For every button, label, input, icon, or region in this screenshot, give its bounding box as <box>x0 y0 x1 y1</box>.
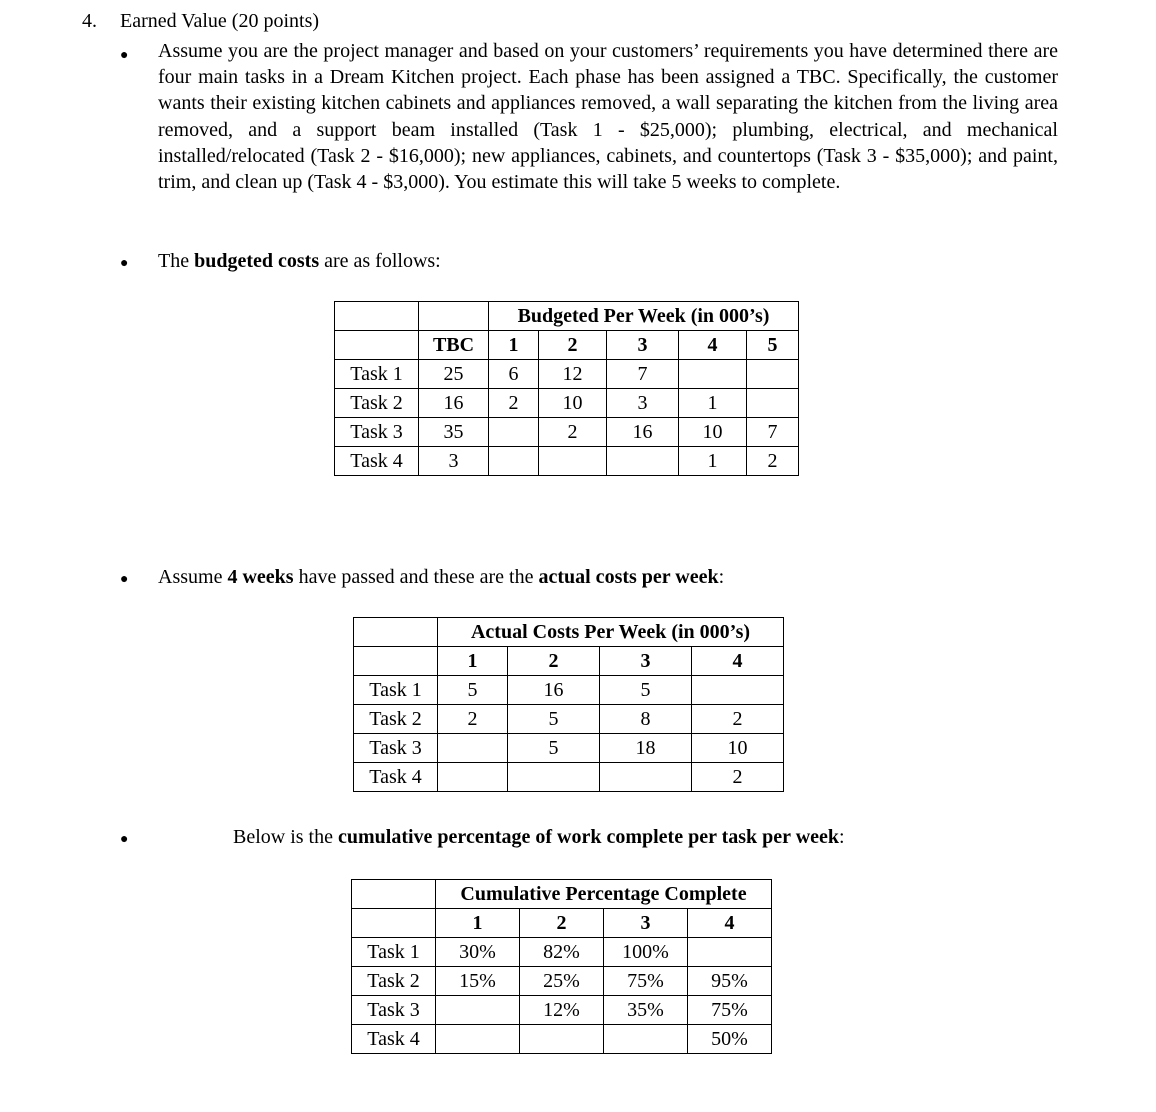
week-header: 3 <box>604 909 688 938</box>
table-row: Task 1 30% 82% 100% <box>352 938 772 967</box>
percent-table-title: Cumulative Percentage Complete <box>436 880 772 909</box>
table-row: Task 1 5 16 5 <box>354 676 784 705</box>
table-row: Task 3 12% 35% 75% <box>352 996 772 1025</box>
week-header: 2 <box>520 909 604 938</box>
intro-paragraph: Assume you are the project manager and based on your customers’ requirements you have determined there are four main tasks in a Dream Kitchen project. Each phase has been assigned a TBC. Specifically, the customer wants their existing kitchen cabinets and appliances removed, a wall separating the kitchen from the living area removed, and a support beam installed (Task 1 - $25,000); plumbing, electrical, and mechanical installed/relocated (Task 2 - $16,000); new appliances, cabinets, and countertops (Task 3 - $35,000); and paint, trim, and clean up (Task 4 - $3,000). You estimate this will take 5 weeks to complete. <box>158 40 1058 194</box>
table-row: Task 2 2 5 8 2 <box>354 705 784 734</box>
budget-bold: budgeted costs <box>194 250 320 272</box>
week-header: 1 <box>438 647 508 676</box>
week-header: 3 <box>600 647 692 676</box>
week-header: 5 <box>747 331 799 360</box>
week-header: 4 <box>692 647 784 676</box>
budget-table <box>334 301 799 476</box>
week-header: 4 <box>679 331 747 360</box>
table-row: Task 3 35 2 16 10 7 <box>335 418 799 447</box>
table-row: Task 4 50% <box>352 1025 772 1054</box>
question-heading <box>82 10 319 33</box>
week-header: 2 <box>539 331 607 360</box>
week-header: 1 <box>489 331 539 360</box>
week-header: 4 <box>688 909 772 938</box>
table-row: Task 2 16 2 10 3 1 <box>335 389 799 418</box>
budget-intro-text: The budgeted costs are as follows: <box>158 250 441 272</box>
budget-table-title: Budgeted Per Week (in 000’s) <box>489 302 799 331</box>
question-title: Earned Value (20 points) <box>120 10 320 32</box>
actual-intro-text: Assume 4 weeks have passed and these are the actual costs per week: <box>158 566 725 588</box>
bullet-icon: ● <box>120 256 129 271</box>
week-header: 1 <box>436 909 520 938</box>
percent-intro-text: Below is the cumulative percentage of work complete per task per week: <box>233 826 845 848</box>
week-header: 2 <box>508 647 600 676</box>
table-row: Task 1 25 6 12 7 <box>335 360 799 389</box>
bullet-icon: ● <box>120 572 129 587</box>
table-row: Task 2 15% 25% 75% 95% <box>352 967 772 996</box>
actual-costs-table <box>353 617 784 792</box>
bullet-icon: ● <box>120 48 129 63</box>
question-number: 4. <box>82 10 97 32</box>
table-row: Task 4 2 <box>354 763 784 792</box>
actual-table-title: Actual Costs Per Week (in 000’s) <box>438 618 784 647</box>
table-row: Task 4 3 1 2 <box>335 447 799 476</box>
tbc-header: TBC <box>419 331 489 360</box>
percent-complete-table <box>351 879 772 1054</box>
table-row: Task 3 5 18 10 <box>354 734 784 763</box>
bullet-icon: ● <box>120 832 129 847</box>
week-header: 3 <box>607 331 679 360</box>
